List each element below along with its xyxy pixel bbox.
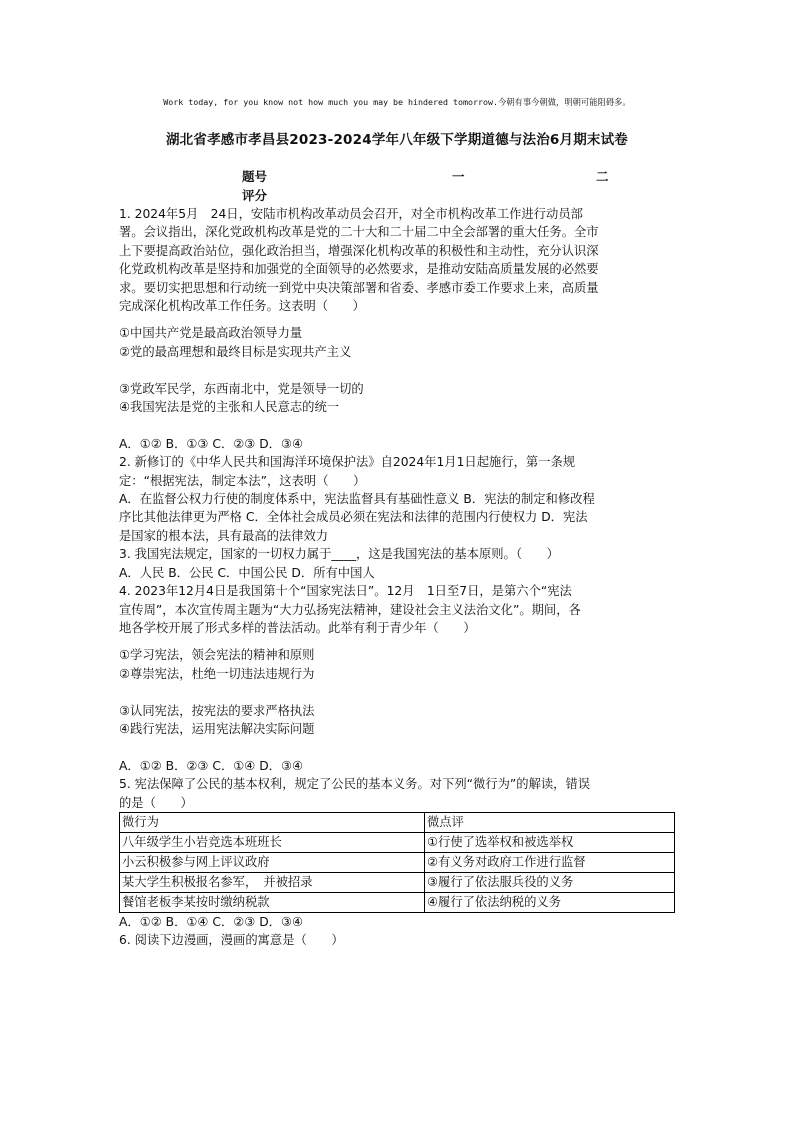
- question-1-item: ③党政军民学，东西南北中，党是领导一切的: [119, 381, 364, 396]
- table-row: [120, 892, 675, 912]
- table-cell: ③履行了依法服兵役的义务: [425, 872, 675, 892]
- score-label-score: 评分: [242, 188, 268, 203]
- table-header-cell: 微行为: [120, 812, 425, 832]
- questions-body: [119, 205, 675, 950]
- question-1-item: ②党的最高理想和最终目标是实现共产主义: [119, 344, 352, 359]
- question-3: [119, 545, 675, 582]
- question-4-stem-line: 宣传周”，本次宣传周主题为“大力弘扬宪法精神，建设社会主义法治文化”。期间，各: [119, 602, 581, 617]
- question-3-stem: 3. 我国宪法规定，国家的一切权力属于____，这是我国宪法的基本原则。（ ）: [119, 547, 559, 562]
- question-2: [119, 453, 675, 545]
- question-1-stem-line: 完成深化机构改革工作任务。这表明（ ）: [119, 299, 365, 314]
- table-cell: 小云积极参与网上评议政府: [120, 852, 425, 872]
- table-cell: 八年级学生小岩竞选本班班长: [120, 832, 425, 852]
- question-4-item: ②尊崇宪法，杜绝一切违法违规行为: [119, 666, 315, 681]
- question-2-stem-line: 2. 新修订的《中华人民共和国海洋环境保护法》自2024年1月1日起施行，第一条规: [119, 455, 576, 470]
- question-1-stem-line: 署。会议指出，深化党政机构改革是党的二十大和二十届二中全会部署的重大任务。全市: [119, 225, 599, 240]
- behavior-evaluation-table: [119, 812, 675, 913]
- question-5-stem-line: 的是（ ）: [119, 795, 193, 810]
- question-3-options: A．人民 B．公民 C．中国公民 D．所有中国人: [119, 565, 375, 580]
- question-4-item: ③认同宪法，按宪法的要求严格执法: [119, 703, 315, 718]
- question-5-stem-line: 5. 宪法保障了公民的基本权利，规定了公民的基本义务。对下列“微行为”的解读，错误: [119, 777, 591, 792]
- question-4-item: ④践行宪法，运用宪法解决实际问题: [119, 721, 315, 736]
- score-label-question-number: 题号: [242, 169, 268, 184]
- question-1-stem-line: 化党政机构改革是坚持和加强党的全面领导的必然要求，是推动安陆高质量发展的必然要: [119, 262, 599, 277]
- table-row: [120, 872, 675, 892]
- score-column-1: 一: [452, 169, 465, 184]
- question-6: [119, 931, 675, 949]
- question-4-stem-line: 地各学校开展了形式多样的普法活动。此举有利于青少年（ ）: [119, 620, 476, 635]
- table-cell: 餐馆老板李某按时缴纳税款: [120, 892, 425, 912]
- exam-title: 湖北省孝感市孝昌县2023-2024学年八年级下学期道德与法治6月期末试卷: [165, 132, 629, 148]
- table-cell: 某大学生积极报名参军， 并被招录: [120, 872, 425, 892]
- question-2-options-line: 是国家的根本法，具有最高的法律效力: [119, 528, 329, 543]
- table-cell: ④履行了依法纳税的义务: [425, 892, 675, 912]
- question-1-stem-line: 上下要提高政治站位，强化政治担当，增强深化机构改革的积极性和主动性，充分认识深: [119, 243, 599, 258]
- question-1: [119, 205, 675, 453]
- question-5-options: A．①② B．①④ C．②③ D．③④: [119, 914, 304, 929]
- question-2-stem-line: 定：“根据宪法，制定本法”，这表明（ ）: [119, 473, 366, 488]
- question-1-item: ①中国共产党是最高政治领导力量: [119, 326, 303, 341]
- question-1-stem-line: 求。要切实把思想和行动统一到党中央决策部署和省委、孝感市委工作要求上来，高质量: [119, 280, 599, 295]
- header-motto: Work today, for you know not how much you may be hindered tomorrow.今朝有事今朝做，明朝可能阻碍多。: [163, 97, 631, 107]
- question-5: [119, 775, 675, 931]
- question-4: [119, 582, 675, 775]
- question-2-options-line: 序比其他法律更为严格 C．全体社会成员必须在宪法和法律的范围内行使权力 D．宪法: [119, 510, 588, 525]
- table-row: [120, 852, 675, 872]
- table-row: [120, 832, 675, 852]
- question-2-options-line: A．在监督公权力行使的制度体系中，宪法监督具有基础性意义 B．宪法的制定和修改程: [119, 492, 595, 507]
- question-4-item: ①学习宪法，领会宪法的精神和原则: [119, 648, 315, 663]
- question-1-stem-line: 1. 2024年5月 24日，安陆市机构改革动员会召开，对全市机构改革工作进行动员部: [119, 207, 583, 221]
- question-6-stem: 6. 阅读下边漫画，漫画的寓意是（ ）: [119, 933, 344, 948]
- table-cell: ①行使了选举权和被选举权: [425, 832, 675, 852]
- question-1-item: ④我国宪法是党的主张和人民意志的统一: [119, 400, 340, 415]
- question-4-stem-line: 4. 2023年12月4日是我国第十个“国家宪法日”。12月 1日至7日，是第六个“宪法: [119, 584, 572, 599]
- table-cell: ②有义务对政府工作进行监督: [425, 852, 675, 872]
- score-column-2: 二: [596, 169, 609, 184]
- question-4-options: A．①② B．②③ C．①④ D．③④: [119, 758, 304, 773]
- table-header-cell: 微点评: [425, 812, 675, 832]
- table-header-row: [120, 812, 675, 832]
- question-1-options: A．①② B．①③ C．②③ D．③④: [119, 436, 304, 451]
